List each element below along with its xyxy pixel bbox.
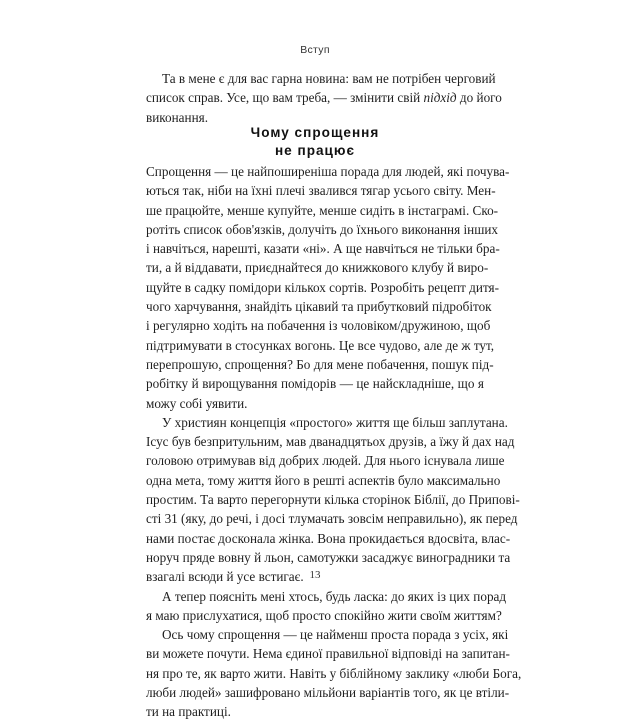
intro-line-2-start: список справ. Усе, що вам треба, — змінити свій — [146, 90, 421, 106]
body-line: У християн концепція «простого» життя ще більш заплутана. — [162, 414, 508, 430]
body-line: сті 31 (яку, до речі, і досі тлумачать зовсім неправильно), як перед — [146, 511, 518, 527]
body-line: ротіть список обов'язків, долучіть до їхнього виконання інших — [146, 221, 498, 237]
body-line: одна мета, тому життя його в решті аспектів було максимально — [146, 472, 501, 488]
body-line: ви можете почути. Нема єдиної правильної відповіді на запитан- — [146, 646, 510, 662]
body-line: А тепер поясніть мені хтось, будь ласка: до яких із цих порад — [162, 588, 507, 604]
body-line: ня про те, як варто жити. Навіть у біблійному заклику «люби Бога, — [146, 665, 522, 681]
body-line: і регулярно ходіть на побачення із чоловіком/дружиною, щоб — [146, 318, 491, 334]
body-line: щуйте в садку помідори кількох сортів. Розробіть рецепт дитя- — [146, 279, 499, 295]
body-line: Ось чому спрощення — це найменш проста порада з усіх, які — [162, 627, 509, 643]
body-line: нами постає досконала жінка. Вона прокидається вдосвіта, влас- — [146, 530, 511, 546]
page-number: 13 — [309, 569, 321, 581]
body-line: чого харчування, знайдіть цікавий та прибутковий підробіток — [146, 299, 492, 315]
body-line: ше працюйте, менше купуйте, менше сидіть в інстаграмі. Ско- — [146, 202, 499, 218]
running-head: Вступ — [300, 44, 330, 56]
body-line: перепрошую, спрощення? Бо для мене побачення, пошук під- — [146, 356, 494, 372]
intro-line-2 — [146, 88, 502, 107]
body-line: головою отримував від добрих людей. Для нього існувала лише — [146, 453, 505, 469]
body-line: можу собі уявити. — [146, 395, 248, 411]
intro-line-2-end: до його — [456, 90, 502, 106]
body-line: робітку й вирощування помідорів — це найскладніше, що я — [146, 376, 484, 392]
body-line: норуч пряде вовну й льон, самотужки засаджує виноградники та — [146, 549, 511, 565]
intro-paragraph — [146, 69, 502, 127]
body-line: ються так, ніби на їхні плечі звалився тягар усього світу. Мен- — [146, 183, 496, 199]
body-line: взагалі всюди й усе встигає. — [146, 569, 304, 585]
body-line: ти на практиці. — [146, 704, 231, 720]
body-line: підтримувати в стосунках вогонь. Це все чудово, але де ж тут, — [146, 337, 495, 353]
body-line: люби людей» зашифровано мільйони варіантів того, як це втіли- — [146, 685, 510, 701]
section-heading-line-1: Чому спрощення — [250, 125, 380, 140]
intro-line-3: виконання. — [146, 109, 209, 125]
section-heading-line-2: не працює — [274, 143, 356, 158]
body-line: Ісус був безпритульним, мав дванадцятьох друзів, а їжу й дах над — [146, 434, 515, 450]
body-line: ти, а й віддавати, приєднайтеся до книжкового клубу й виро- — [146, 260, 489, 276]
body-line: я маю прислухатися, щоб просто спокійно жити своїм життям? — [146, 607, 502, 623]
body-line: Спрощення — це найпоширеніша порада для людей, які почува- — [146, 164, 510, 179]
section-heading — [0, 124, 630, 160]
intro-line-1: Та в мене є для вас гарна новина: вам не потрібен черговий — [162, 71, 496, 86]
body-line: простим. Та варто перегорнути кілька сторінок Біблії, до Припові- — [146, 492, 520, 508]
body-line: і навчіться, нарешті, казати «ні». А ще навчіться не тільки бра- — [146, 241, 500, 257]
body-text — [146, 162, 522, 722]
intro-emphasis: підхід — [423, 90, 457, 106]
